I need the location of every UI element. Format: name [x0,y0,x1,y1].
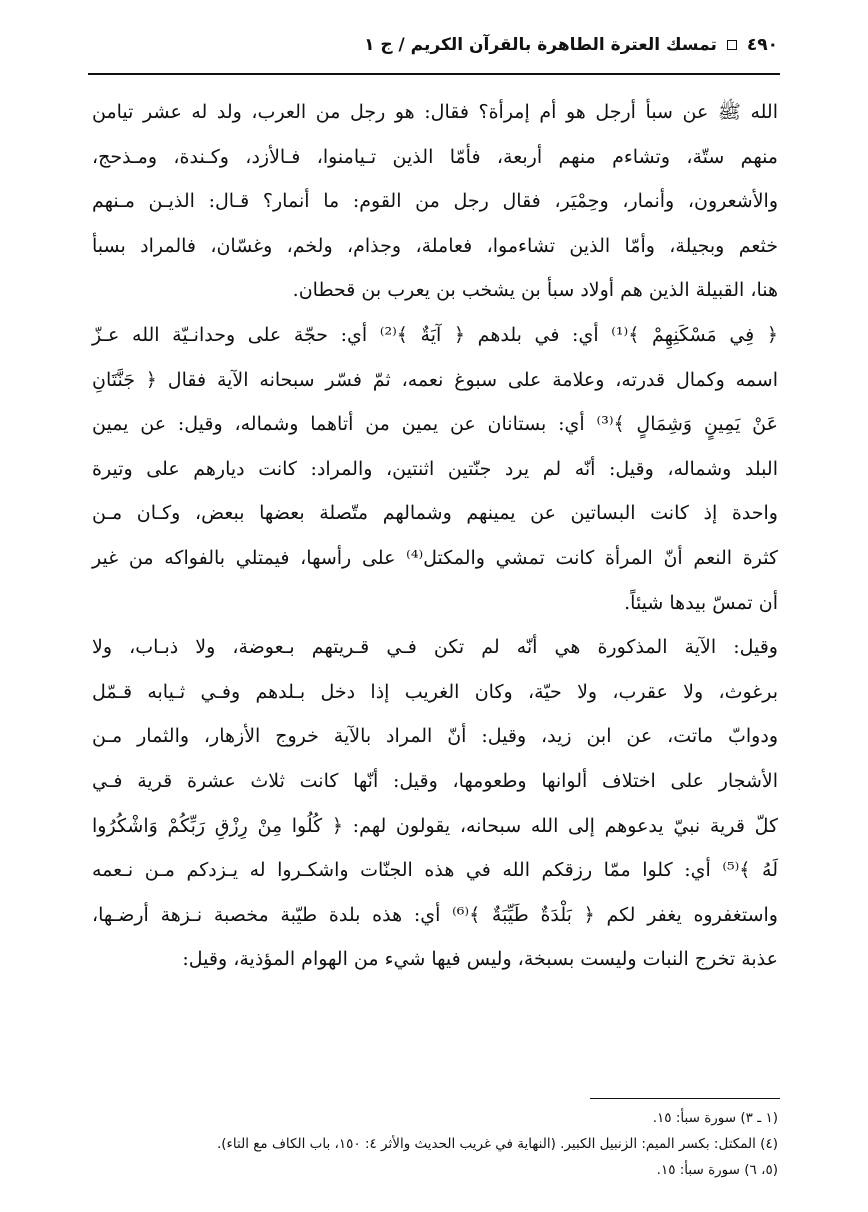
text-line: البلد وشماله، وقيل: أنّه لم يرد جنّتين اثنتين، والمراد: كانت ديارهم على وتيرة [92,457,778,480]
footnote: (٥، ٦) سورة سبأ: ١٥. [656,1162,778,1178]
text-line: اسمه وكمال قدرته، وعلامة على سبوغ نعمه، ثمّ فسّر سبحانه الآية فقال ﴿ جَنَّتَانِ [92,368,778,391]
running-title: تمسك العترة الطاهرة بالقرآن الكريم / ج ١ [364,35,717,55]
text-line: ودوابّ ماتت، عن ابن زيد، وقيل: أنّ المراد بالآية خروج الأزهار، والثمار مـن [92,725,778,748]
footnote: (٤) المكتل: بكسر الميم: الزنبيل الكبير. (النهاية في غريب الحديث والأثر ٤: ١٥٠، باب الكاف مع التاء). [216,1136,778,1152]
square-ornament-icon [727,40,737,50]
text-line: خثعم وبجيلة، وأمّا الذين تشاءموا، فعاملة، وجذام، ولخم، وغسّان، فالمراد بسبأ [92,234,778,257]
page-header [90,30,778,60]
text-line: هنا، القبيلة الذين هم أولاد سبأ بن يشخب بن يعرب بن قحطان. [292,279,778,302]
text-line: لَهُ ﴾⁽⁵⁾ أي: كلوا ممّا رزقكم الله في هذه الجنّات واشكـروا له يـزدكم مـن نـعمه [92,859,778,882]
footnote: (١ ـ ٣) سورة سبأ: ١٥. [652,1110,778,1126]
text-line: والأشعرون، وأنمار، وحِمْيَر، فقال رجل من القوم: ما أنمار؟ قـال: الذيـن مـنهم [92,190,778,213]
text-line: وقيل: الآية المذكورة هي أنّه لم تكن فـي قـريتهم بـعوضة، ولا ذبـاب، ولا [92,636,778,659]
text-line: عذبة تخرج النبات وليست بسبخة، وليس فيها شيء من الهوام المؤذية، وقيل: [182,948,778,971]
text-line: منهم ستّة، وتشاءم منهم أربعة، فأمّا الذين تـيامنوا، فـالأزد، وكـندة، ومـذحج، [92,145,778,168]
text-line: واستغفروه يغفر لكم ﴿ بَلْدَةٌ طَيِّبَةٌ ﴾⁽⁶⁾ أي: هذه بلدة طيّبة مخصبة نـزهة أرضـها، [92,903,778,926]
text-line: برغوث، ولا عقرب، ولا حيّة، وكان الغريب إذا دخل بـلدهم وفـي ثـيابه قـمّل [92,680,778,703]
paragraph-2 [92,313,778,625]
text-line: ﴿ فِي مَسْكَنِهِمْ ﴾⁽¹⁾ أي: في بلدهم ﴿ آيَةٌ ﴾⁽²⁾ أي: حجّة على وحدانـيّة الله عـزّ [92,323,779,346]
text-line: عَنْ يَمِينٍ وَشِمَالٍ ﴾⁽³⁾ أي: بستانان عن يمين من أتاهما وشماله، وقيل: عن يمين [92,413,778,436]
paragraph-3 [92,625,778,982]
text-line: كلّ قرية نبيّ يدعوهم إلى الله سبحانه، يقولون لهم: ﴿ كُلُوا مِنْ رِزْقِ رَبِّكُمْ وَاشْكُرُوا [92,814,778,837]
text-line: الله ﷺ عن سبأ أرجل هو أم إمرأة؟ فقال: هو رجل من العرب، ولد له عشر تيامن [92,101,778,123]
header-divider [88,73,780,75]
footnote-divider [590,1098,780,1099]
paragraph-1 [92,90,778,313]
main-text [92,90,778,982]
footnotes [92,1105,778,1183]
text-line: واحدة إذ كانت البساتين عن يمينهم وشمالهم متّصلة بعضها ببعض، وكـان مـن [92,502,778,525]
page-number: ٤٩٠ [746,35,778,55]
text-line: أن تمسّ بيدها شيئاً. [624,591,778,614]
text-line: كثرة النعم أنّ المرأة كانت تمشي والمكتل⁽⁴⁾ على رأسها، فيمتلي بالفواكه من غير [92,546,778,569]
text-line: الأشجار على اختلاف ألوانها وطعومها، وقيل: أنّها كانت ثلاث عشرة قرية فـي [92,769,778,792]
